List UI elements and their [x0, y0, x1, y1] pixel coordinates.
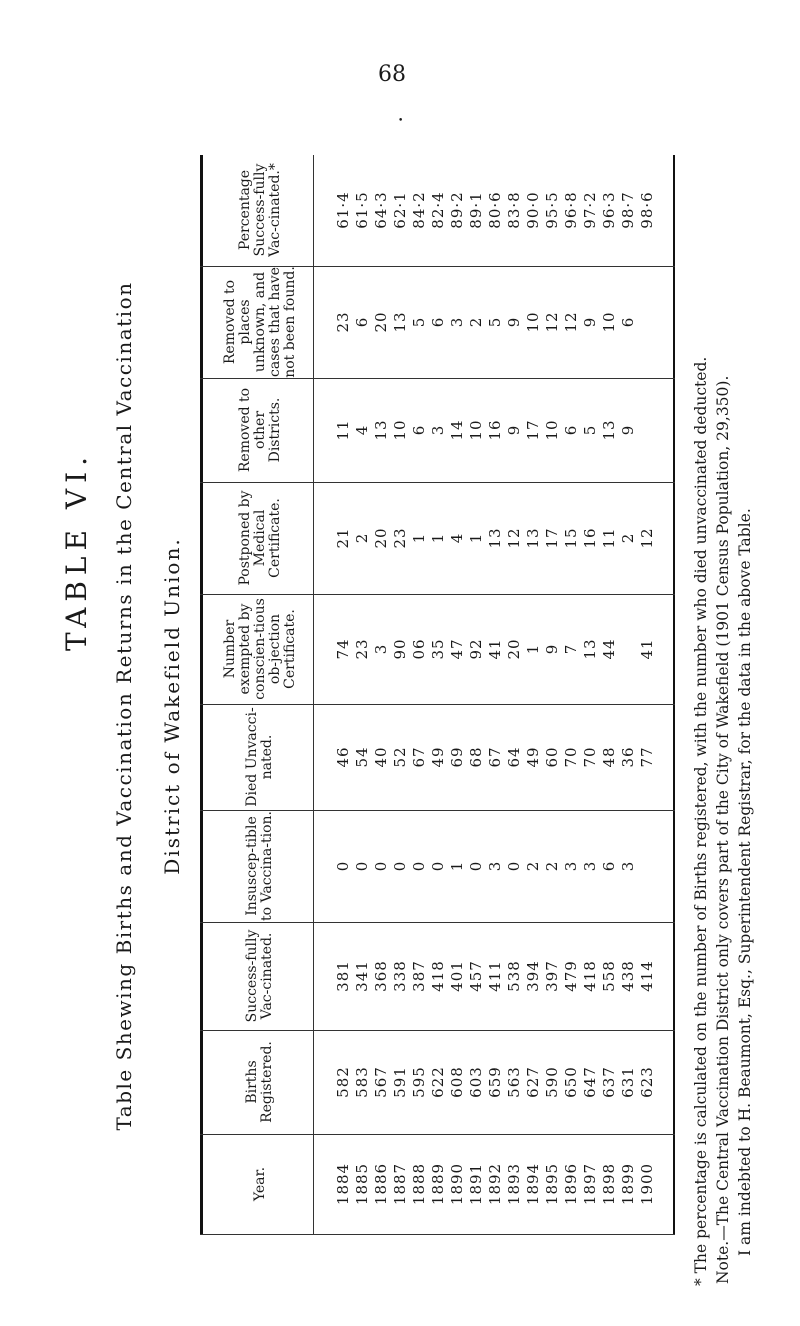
column-header: Postponed by Medical Certificate. — [236, 490, 283, 586]
table-cell: 82·4 — [429, 191, 447, 229]
table-cell: 10 — [391, 419, 409, 441]
table-cell: 7 — [562, 643, 580, 655]
column-values — [333, 922, 658, 1030]
table-cell: 96·3 — [600, 191, 618, 229]
table-cell — [637, 378, 657, 482]
table-cell: 1898 — [600, 1162, 618, 1206]
table-cell: 3 — [486, 860, 504, 872]
table-cell: 1899 — [619, 1162, 637, 1206]
table-cell: 341 — [353, 960, 371, 992]
footnote-district: Note.—The Central Vaccination District only covers part of the City of Wakefield (1901 Census Population, 29,350). — [714, 375, 732, 1284]
column-7 — [200, 378, 675, 483]
table-cell: 538 — [505, 960, 523, 992]
table-cell: 74 — [334, 638, 352, 660]
table-cell: 603 — [467, 1066, 485, 1098]
table-cell: 650 — [562, 1066, 580, 1098]
column-values — [333, 378, 658, 482]
footnote-percentage: * The percentage is calculated on the number of Births registered, with the number who died unvaccinated deducted. — [692, 356, 710, 1286]
column-2 — [200, 922, 675, 1031]
table-cell: 623 — [638, 1066, 656, 1098]
table-cell: 381 — [334, 960, 352, 992]
table-cell: 13 — [486, 527, 504, 549]
table-cell: 6 — [410, 424, 428, 436]
table-cell: 52 — [391, 746, 409, 768]
table-cell: 387 — [410, 960, 428, 992]
table-cell: 5 — [486, 316, 504, 328]
table-cell — [637, 810, 657, 922]
table-cell: 36 — [619, 746, 637, 768]
table-cell: 3 — [581, 860, 599, 872]
data-table — [200, 155, 675, 1235]
column-1 — [200, 1030, 675, 1135]
table-cell: 0 — [467, 860, 485, 872]
table-cell — [618, 594, 638, 704]
table-cell: 14 — [448, 419, 466, 441]
table-cell: 96·8 — [562, 191, 580, 229]
table-cell: 1888 — [410, 1162, 428, 1206]
table-cell: 10 — [467, 419, 485, 441]
table-cell: 368 — [372, 960, 390, 992]
column-values — [333, 154, 658, 266]
table-cell: 69 — [448, 746, 466, 768]
table-cell: 1900 — [638, 1162, 656, 1206]
table-cell: 44 — [600, 638, 618, 660]
table-cell: 35 — [429, 638, 447, 660]
column-header: Died Unvacci-nated. — [244, 707, 275, 807]
table-cell: 583 — [353, 1066, 371, 1098]
table-cell: 1884 — [334, 1162, 352, 1206]
column-header: Percentage Success-fully Vac-cinated.* — [236, 163, 283, 257]
table-cell: 647 — [581, 1066, 599, 1098]
table-cell — [637, 266, 657, 378]
table-cell: 1886 — [372, 1162, 390, 1206]
table-cell: 06 — [410, 638, 428, 660]
table-cell: 595 — [410, 1066, 428, 1098]
table-cell: 89·1 — [467, 191, 485, 229]
table-cell: 41 — [638, 638, 656, 660]
table-cell: 627 — [524, 1066, 542, 1098]
table-cell: 1890 — [448, 1162, 466, 1206]
table-cell: 21 — [334, 527, 352, 549]
table-cell: 46 — [334, 746, 352, 768]
column-values — [333, 266, 658, 378]
table-cell: 40 — [372, 746, 390, 768]
table-cell: 12 — [505, 527, 523, 549]
table-cell: 2 — [467, 316, 485, 328]
table-cell: 1897 — [581, 1162, 599, 1206]
table-cell: 20 — [372, 527, 390, 549]
column-values — [333, 594, 658, 704]
table-cell: 563 — [505, 1066, 523, 1098]
table-cell: 9 — [543, 643, 561, 655]
table-cell: 54 — [353, 746, 371, 768]
table-cell: 16 — [486, 419, 504, 441]
table-cell: 90 — [391, 638, 409, 660]
table-cell: 0 — [353, 860, 371, 872]
table-cell: 4 — [448, 532, 466, 544]
column-header: Births Registered. — [244, 1041, 275, 1123]
table-cell: 0 — [505, 860, 523, 872]
table-cell: 90·0 — [524, 191, 542, 229]
table-heading: Table Shewing Births and Vaccination Returns in the Central Vaccination — [112, 281, 136, 1131]
table-cell: 1895 — [543, 1162, 561, 1206]
table-cell: 338 — [391, 960, 409, 992]
table-subheading: District of Wakefield Union. — [160, 537, 184, 875]
table-cell: 457 — [467, 960, 485, 992]
table-cell: 64·3 — [372, 191, 390, 229]
table-cell: 6 — [619, 316, 637, 328]
column-3 — [200, 810, 675, 923]
table-cell: 49 — [524, 746, 542, 768]
table-cell: 68 — [467, 746, 485, 768]
table-cell: 17 — [543, 527, 561, 549]
table-cell: 418 — [429, 960, 447, 992]
table-cell: 582 — [334, 1066, 352, 1098]
table-cell: 1 — [429, 532, 447, 544]
table-cell: 418 — [581, 960, 599, 992]
table-cell: 11 — [334, 419, 352, 441]
column-5 — [200, 594, 675, 705]
table-cell: 92 — [467, 638, 485, 660]
table-cell: 1889 — [429, 1162, 447, 1206]
table-cell: 2 — [353, 532, 371, 544]
table-cell: 61·4 — [334, 191, 352, 229]
table-cell: 83·8 — [505, 191, 523, 229]
table-cell: 567 — [372, 1066, 390, 1098]
table-cell: 414 — [638, 960, 656, 992]
table-cell: 0 — [372, 860, 390, 872]
table-cell: 77 — [638, 746, 656, 768]
table-cell: 16 — [581, 527, 599, 549]
table-cell: 67 — [486, 746, 504, 768]
table-cell: 23 — [334, 311, 352, 333]
table-cell: 608 — [448, 1066, 466, 1098]
column-values — [333, 1030, 658, 1134]
table-cell: 23 — [353, 638, 371, 660]
table-cell: 13 — [581, 638, 599, 660]
table-cell: 1893 — [505, 1162, 523, 1206]
table-cell: 10 — [543, 419, 561, 441]
table-cell: 70 — [562, 746, 580, 768]
column-8 — [200, 266, 675, 379]
table-cell: 10 — [600, 311, 618, 333]
table-cell: 2 — [619, 532, 637, 544]
table-cell: 1885 — [353, 1162, 371, 1206]
table-label: TABLE VI. — [60, 450, 93, 652]
table-cell: 397 — [543, 960, 561, 992]
table-cell: 622 — [429, 1066, 447, 1098]
column-header: Insuscep-tible to Vaccina-tion. — [244, 811, 275, 921]
table-cell: 60 — [543, 746, 561, 768]
table-cell: 1894 — [524, 1162, 542, 1206]
table-cell: 3 — [372, 643, 390, 655]
table-cell: 5 — [410, 316, 428, 328]
footnotes — [690, 36, 756, 1286]
table-cell: 20 — [372, 311, 390, 333]
table-cell: 1 — [448, 860, 466, 872]
column-header: Year. — [251, 1166, 268, 1202]
table-cell: 61·5 — [353, 191, 371, 229]
table-cell: 0 — [391, 860, 409, 872]
stray-mark: • — [398, 116, 404, 126]
table-cell: 6 — [429, 316, 447, 328]
table-cell: 1887 — [391, 1162, 409, 1206]
table-cell: 401 — [448, 960, 466, 992]
table-cell: 4 — [353, 424, 371, 436]
table-cell: 62·1 — [391, 191, 409, 229]
table-cell: 80·6 — [486, 191, 504, 229]
column-values — [333, 482, 658, 594]
table-cell: 3 — [429, 424, 447, 436]
table-cell: 23 — [391, 527, 409, 549]
column-0 — [200, 1134, 675, 1235]
table-cell: 6 — [600, 860, 618, 872]
table-cell: 9 — [581, 316, 599, 328]
column-4 — [200, 704, 675, 811]
table-cell: 15 — [562, 527, 580, 549]
column-9 — [200, 154, 675, 267]
table-cell: 0 — [429, 860, 447, 872]
table-cell: 10 — [524, 311, 542, 333]
table-cell: 6 — [353, 316, 371, 328]
table-cell: 49 — [429, 746, 447, 768]
table-cell: 0 — [410, 860, 428, 872]
table-cell: 438 — [619, 960, 637, 992]
table-cell: 67 — [410, 746, 428, 768]
table-cell: 3 — [562, 860, 580, 872]
table-cell: 1896 — [562, 1162, 580, 1206]
table-cell: 41 — [486, 638, 504, 660]
table-cell: 659 — [486, 1066, 504, 1098]
table-cell: 97·2 — [581, 191, 599, 229]
table-cell: 12 — [638, 527, 656, 549]
table-cell: 12 — [562, 311, 580, 333]
table-cell: 12 — [543, 311, 561, 333]
table-cell: 11 — [600, 527, 618, 549]
table-cell: 590 — [543, 1066, 561, 1098]
table-cell: 64 — [505, 746, 523, 768]
table-cell: 411 — [486, 960, 504, 992]
page-number: 68 — [378, 62, 406, 87]
table-cell: 47 — [448, 638, 466, 660]
table-cell: 0 — [334, 860, 352, 872]
column-values — [333, 1134, 658, 1234]
table-cell: 1 — [467, 532, 485, 544]
table-cell: 6 — [562, 424, 580, 436]
footnote-acknowledgement: I am indebted to H. Beaumont, Esq., Superintendent Registrar, for the data in the above Table. — [736, 508, 754, 1256]
table-cell: 9 — [505, 316, 523, 328]
table-cell: 9 — [505, 424, 523, 436]
table-cell: 5 — [581, 424, 599, 436]
table-cell: 1 — [524, 643, 542, 655]
column-header: Success-fully Vac-cinated. — [244, 929, 275, 1023]
table-cell: 13 — [391, 311, 409, 333]
table-cell: 84·2 — [410, 191, 428, 229]
table-cell: 70 — [581, 746, 599, 768]
table-cell: 13 — [372, 419, 390, 441]
column-values — [333, 810, 658, 922]
table-cell: 9 — [619, 424, 637, 436]
table-cell: 17 — [524, 419, 542, 441]
table-cell: 1 — [410, 532, 428, 544]
table-cell: 3 — [448, 316, 466, 328]
table-cell: 98·7 — [619, 191, 637, 229]
table-cell: 591 — [391, 1066, 409, 1098]
table-cell: 13 — [600, 419, 618, 441]
table-cell: 2 — [543, 860, 561, 872]
table-cell: 1891 — [467, 1162, 485, 1206]
table-cell: 48 — [600, 746, 618, 768]
table-cell: 479 — [562, 960, 580, 992]
table-cell: 95·5 — [543, 191, 561, 229]
table-cell: 394 — [524, 960, 542, 992]
table-cell: 13 — [524, 527, 542, 549]
column-header: Number exempted by conscien-tious ob-jection Certificate. — [221, 598, 298, 700]
table-cell: 98·6 — [638, 191, 656, 229]
table-cell: 3 — [619, 860, 637, 872]
column-header: Removed to places unknown, and cases that have not been found. — [221, 266, 298, 378]
column-header: Removed to other Districts. — [236, 387, 283, 473]
table-cell: 631 — [619, 1066, 637, 1098]
table-cell: 89·2 — [448, 191, 466, 229]
table-cell: 20 — [505, 638, 523, 660]
table-cell: 2 — [524, 860, 542, 872]
table-cell: 1892 — [486, 1162, 504, 1206]
column-6 — [200, 482, 675, 595]
column-values — [333, 704, 658, 810]
table-cell: 558 — [600, 960, 618, 992]
table-cell: 637 — [600, 1066, 618, 1098]
